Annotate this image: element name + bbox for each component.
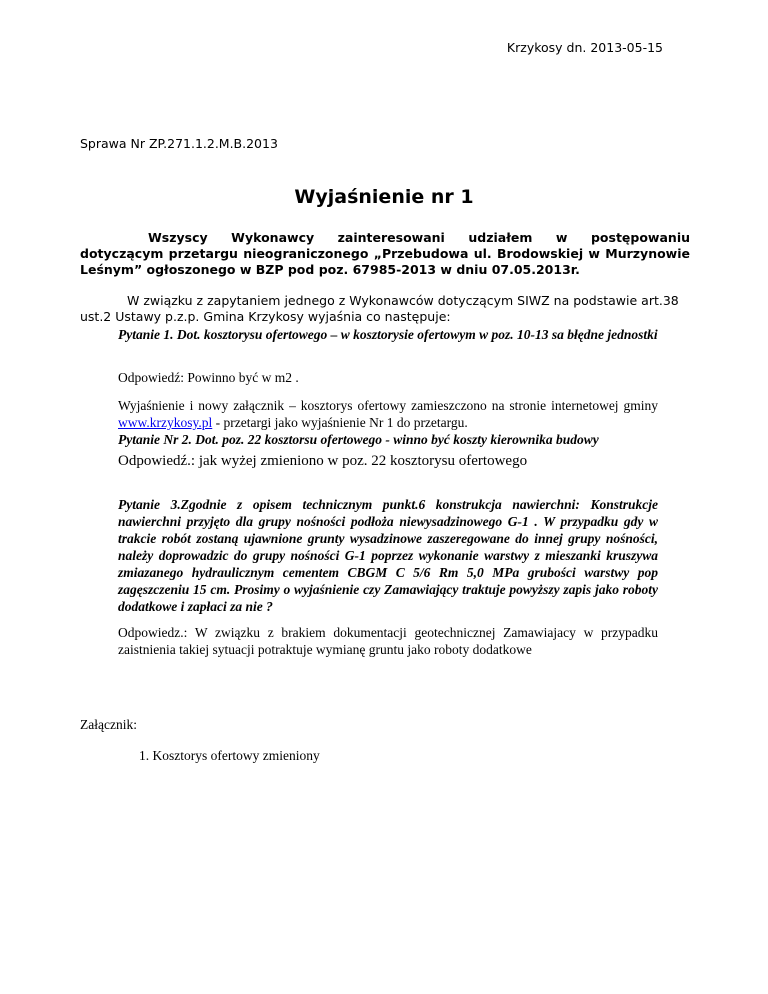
addressee-rest: dotyczącym przetargu nieograniczonego „Przebudowa ul. Brodowskiej w Murzynowie Leśnym” ogłoszonego w BZP pod poz. 67985-2013 w dniu 07.05.2013r. — [80, 246, 690, 277]
explanation-paragraph: W związku z zapytaniem jednego z Wykonawców dotyczącym SIWZ na podstawie art.38 ust.2 Ustawy p.z.p. Gmina Krzykosy wyjaśnia co następuje: — [80, 293, 679, 324]
question-3: Pytanie 3.Zgodnie z opisem technicznym punkt.6 konstrukcja nawierchni: Konstrukcje nawierchni przyjęto dla grupy nośności podłoża niewysadzinowego G-1 . W przypadku gdy w trakcie robót zostaną ujawnione grunty wysadzinowe zaszeregowane do innej grupy nośności, należy doprowadzic do grupy nośności G-1 poprzez wykonanie warstwy z mieszanki kruszywa zmiazanego hydraulicznym cementem CBGM C 5/6 Rm 5,0 MPa grubości warstwy pop zagęszczeniu 15 cm. Prosimy o wyjaśnienie czy Zamawiający traktuje powyższy zapis jako roboty dodatkowe i zapłaci za nie ? — [118, 497, 658, 614]
question-2: Pytanie Nr 2. Dot. poz. 22 kosztorsu ofertowego - winno być koszty kierownika budowy — [118, 432, 599, 447]
addressee-paragraph — [80, 230, 690, 278]
explanation-1-text-before: Wyjaśnienie i nowy załącznik – kosztorys ofertowy zamieszczono na stronie internetowej gminy — [118, 398, 658, 413]
addressee-line-1: Wszyscy Wykonawcy zainteresowani udziałem w postępowaniu — [148, 230, 690, 245]
answer-3: Odpowiedz.: W związku z brakiem dokumentacji geotechnicznej Zamawiajacy w przypadku zaistnienia takiej sytuacji potraktuje wymianę gruntu jako roboty dodatkowe — [118, 625, 658, 657]
attachments-label: Załącznik: — [80, 717, 137, 732]
answer-2: Odpowiedź.: jak wyżej zmieniono w poz. 22 kosztorysu ofertowego — [118, 453, 528, 469]
answer-1: Odpowiedź: Powinno być w m2 . — [118, 370, 299, 385]
document-date: Krzykosy dn. 2013-05-15 — [506, 40, 663, 55]
website-link[interactable]: www.krzykosy.pl — [118, 415, 213, 430]
explanation-1 — [118, 397, 658, 431]
attachment-item: 1. Kosztorys ofertowy zmieniony — [139, 748, 320, 763]
question-1: Pytanie 1. Dot. kosztorysu ofertowego – w kosztorysie ofertowym w poz. 10-13 sa błędne jednostki — [118, 327, 658, 342]
document-title: Wyjaśnienie nr 1 — [294, 186, 474, 208]
case-number: Sprawa Nr ZP.271.1.2.M.B.2013 — [80, 136, 278, 151]
explanation-1-text-after: - przetargi jako wyjaśnienie Nr 1 do przetargu. — [212, 415, 468, 430]
